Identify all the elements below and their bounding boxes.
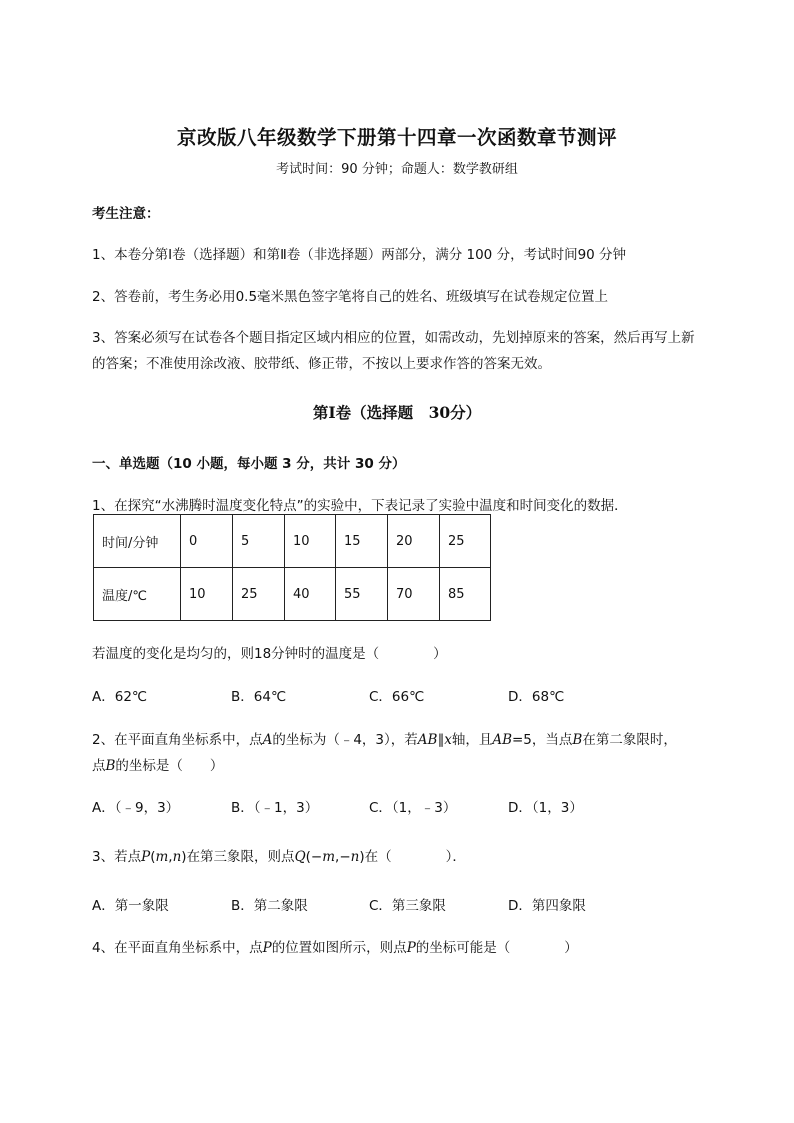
table-cell: 0 xyxy=(181,515,233,568)
table-cell: 70 xyxy=(388,568,440,621)
table-cell: 15 xyxy=(336,515,388,568)
q3-var: P xyxy=(141,849,151,865)
q3-text: ,− xyxy=(335,849,351,865)
q3-var: Q xyxy=(294,849,306,865)
q3-text: 3、若点 xyxy=(92,849,142,865)
q4-stem xyxy=(92,936,578,956)
q1-question: 若温度的变化是均匀的，则18分钟时的温度是（ ） xyxy=(92,646,447,662)
q2-var: x xyxy=(444,732,452,748)
notice-item-1: 1、本卷分第Ⅰ卷（选择题）和第Ⅱ卷（非选择题）两部分，满分 100 分，考试时间90 分钟 xyxy=(92,247,627,263)
document-title: 京改版八年级数学下册第十四章一次函数章节测评 xyxy=(176,126,617,149)
q2-var: B xyxy=(572,732,583,748)
q2-stem xyxy=(92,728,677,748)
q3-var: m xyxy=(155,849,169,865)
table-row-label: 时间/分钟 xyxy=(94,515,181,568)
q3-option-b: B．第二象限 xyxy=(231,898,308,914)
table-row xyxy=(94,568,491,621)
q3-text: ) xyxy=(359,849,365,865)
q3-var: n xyxy=(350,849,360,865)
table-cell: 10 xyxy=(285,515,336,568)
q2-var: B xyxy=(105,758,116,774)
exam-subtitle: 考试时间：90 分钟；命题人：数学教研组 xyxy=(276,162,518,177)
table-cell: 55 xyxy=(336,568,388,621)
q1-option-b: B．64℃ xyxy=(231,689,287,705)
q3-option-a: A．第一象限 xyxy=(92,898,169,914)
q3-text: , xyxy=(168,849,173,865)
q2-option-d: D．（1，3） xyxy=(508,800,583,816)
q2-text: 在第二象限时， xyxy=(582,732,677,748)
table-cell: 25 xyxy=(233,568,285,621)
table-cell: 85 xyxy=(440,568,491,621)
table-row xyxy=(94,515,491,568)
q4-var: P xyxy=(262,940,272,956)
q3-text: ) xyxy=(181,849,187,865)
q2-stem-line2 xyxy=(92,754,223,774)
q3-text: (− xyxy=(305,849,323,865)
q2-text: 轴，且 xyxy=(451,732,493,748)
table-cell: 5 xyxy=(233,515,285,568)
q2-text: 点 xyxy=(92,758,106,774)
notice-heading: 考生注意： xyxy=(92,206,160,222)
q1-stem: 1、在探究“水沸腾时温度变化特点”的实验中，下表记录了实验中温度和时间变化的数据． xyxy=(92,498,628,514)
q1-option-c: C．66℃ xyxy=(369,689,425,705)
q1-option-a: A．62℃ xyxy=(92,689,148,705)
q2-option-a: A．（﹣9，3） xyxy=(92,800,180,816)
part-heading: 一、单选题（10 小题，每小题 3 分，共计 30 分） xyxy=(92,456,406,472)
q2-text: =5，当点 xyxy=(512,732,573,748)
table-cell: 25 xyxy=(440,515,491,568)
notice-item-2: 2、答卷前，考生务必用0.5毫米黑色签字笔将自己的姓名、班级填写在试卷规定位置上 xyxy=(92,289,609,305)
q3-var: m xyxy=(322,849,336,865)
q2-var: AB xyxy=(417,732,438,748)
q2-text: 2、在平面直角坐标系中，点 xyxy=(92,732,263,748)
q2-text: 的坐标是（ ） xyxy=(115,758,224,774)
q1-option-d: D．68℃ xyxy=(508,689,565,705)
table-cell: 40 xyxy=(285,568,336,621)
q3-var: n xyxy=(172,849,182,865)
q2-option-b: B．（﹣1，3） xyxy=(231,800,319,816)
table-row-label: 温度/℃ xyxy=(94,568,181,621)
q3-text: 在第三象限，则点 xyxy=(186,849,295,865)
q2-var: AB xyxy=(492,732,512,748)
q4-text: 的坐标可能是（ ） xyxy=(415,940,578,956)
q3-text: ( xyxy=(150,849,156,865)
q4-var: P xyxy=(406,940,416,956)
q2-text: 的坐标为（﹣4，3），若 xyxy=(272,732,418,748)
q1-data-table xyxy=(93,514,491,621)
q4-text: 4、在平面直角坐标系中，点 xyxy=(92,940,263,956)
q3-option-c: C．第三象限 xyxy=(369,898,446,914)
section-title: 第Ⅰ卷（选择题 30分） xyxy=(312,403,482,422)
q2-var: A xyxy=(262,732,273,748)
q3-stem xyxy=(92,845,466,865)
q2-text: ∥ xyxy=(437,732,445,748)
q4-text: 的位置如图所示，则点 xyxy=(271,940,407,956)
table-cell: 20 xyxy=(388,515,440,568)
q3-option-d: D．第四象限 xyxy=(508,898,586,914)
notice-item-3: 3、答案必须写在试卷各个题目指定区域内相应的位置，如需改动，先划掉原来的答案，然后再写上新 xyxy=(92,330,695,346)
q2-option-c: C．（1，﹣3） xyxy=(369,800,457,816)
q3-text: 在（ ）． xyxy=(364,849,466,865)
notice-item-3-continued: 的答案；不准使用涂改液、胶带纸、修正带，不按以上要求作答的答案无效。 xyxy=(92,356,551,372)
table-cell: 10 xyxy=(181,568,233,621)
